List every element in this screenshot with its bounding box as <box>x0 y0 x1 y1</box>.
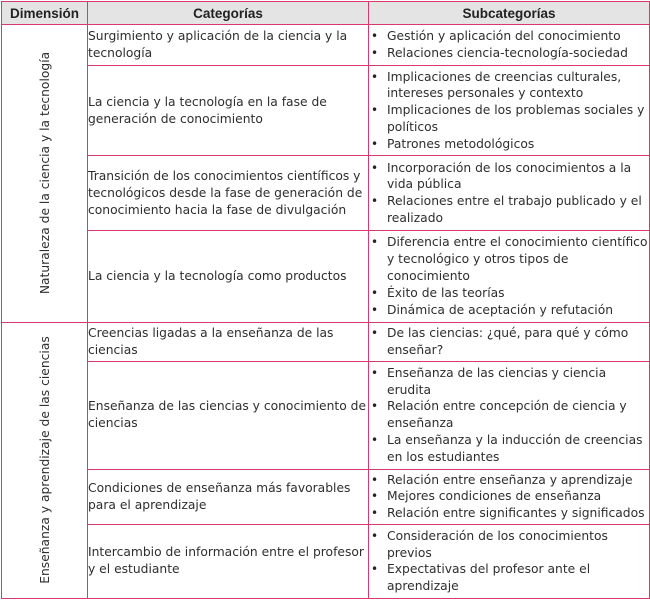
dimension-cell <box>2 322 88 599</box>
list-item: • Relación entre concepción de ciencia y enseñanza <box>369 398 649 432</box>
dimension-label: Enseñanza y aprendizaje de las ciencias <box>37 336 52 585</box>
header-subcategories: Subcategorías <box>369 2 650 25</box>
list-item: • Mejores condiciones de enseñanza <box>369 488 649 505</box>
subcategory-cell <box>369 25 650 66</box>
list-item: • De las ciencias: ¿qué, para qué y cómo enseñar? <box>369 325 649 359</box>
category-cell: La ciencia y la tecnología como productos <box>88 231 369 322</box>
table-row <box>2 156 650 231</box>
table-row <box>2 66 650 156</box>
list-item: • Gestión y aplicación del conocimiento <box>369 28 649 45</box>
dimension-label: Naturaleza de la ciencia y la tecnología <box>37 52 52 295</box>
list-item: • Consideración de los conocimientos previos <box>369 528 649 562</box>
table-row <box>2 322 650 361</box>
category-cell: Enseñanza de las ciencias y conocimiento de ciencias <box>88 361 369 469</box>
list-item: • Éxito de las teorías <box>369 285 649 302</box>
table-row <box>2 25 650 66</box>
subcategory-cell <box>369 322 650 361</box>
header-dimension: Dimensión <box>2 2 88 25</box>
list-item: • Implicaciones de creencias culturales, intereses personales y contexto <box>369 69 649 103</box>
list-item: • Relaciones entre el trabajo publicado y el realizado <box>369 193 649 227</box>
subcategory-cell <box>369 361 650 469</box>
category-cell: La ciencia y la tecnología en la fase de generación de conocimiento <box>88 66 369 156</box>
list-item: • La enseñanza y la inducción de creencias en los estudiantes <box>369 432 649 466</box>
category-cell: Surgimiento y aplicación de la ciencia y la tecnología <box>88 25 369 66</box>
list-item: • Expectativas del profesor ante el aprendizaje <box>369 561 649 595</box>
list-item: • Diferencia entre el conocimiento científico y tecnológico y otros tipos de conocimiento <box>369 234 649 284</box>
category-cell: Intercambio de información entre el profesor y el estudiante <box>88 524 369 598</box>
list-item: • Patrones metodológicos <box>369 136 649 153</box>
categories-table <box>1 1 650 599</box>
table-row <box>2 469 650 524</box>
list-item: • Implicaciones de los problemas sociales y políticos <box>369 102 649 136</box>
table-row <box>2 361 650 469</box>
subcategory-cell <box>369 156 650 231</box>
list-item: • Dinámica de aceptación y refutación <box>369 302 649 319</box>
header-row <box>2 2 650 25</box>
subcategory-cell <box>369 66 650 156</box>
category-cell: Transición de los conocimientos científicos y tecnológicos desde la fase de generación de conocimiento hacia la fase de divulgación <box>88 156 369 231</box>
list-item: • Relación entre significantes y significados <box>369 505 649 522</box>
subcategory-cell <box>369 469 650 524</box>
dimension-cell <box>2 25 88 323</box>
list-item: • Relaciones ciencia-tecnología-sociedad <box>369 45 649 62</box>
header-categories: Categorías <box>88 2 369 25</box>
list-item: • Relación entre enseñanza y aprendizaje <box>369 472 649 489</box>
list-item: • Enseñanza de las ciencias y ciencia erudita <box>369 365 649 399</box>
subcategory-cell <box>369 231 650 322</box>
table-row <box>2 524 650 598</box>
subcategory-cell <box>369 524 650 598</box>
list-item: • Incorporación de los conocimientos a la vida pública <box>369 160 649 194</box>
table-row <box>2 231 650 322</box>
category-cell: Creencias ligadas a la enseñanza de las ciencias <box>88 322 369 361</box>
category-cell: Condiciones de enseñanza más favorables para el aprendizaje <box>88 469 369 524</box>
